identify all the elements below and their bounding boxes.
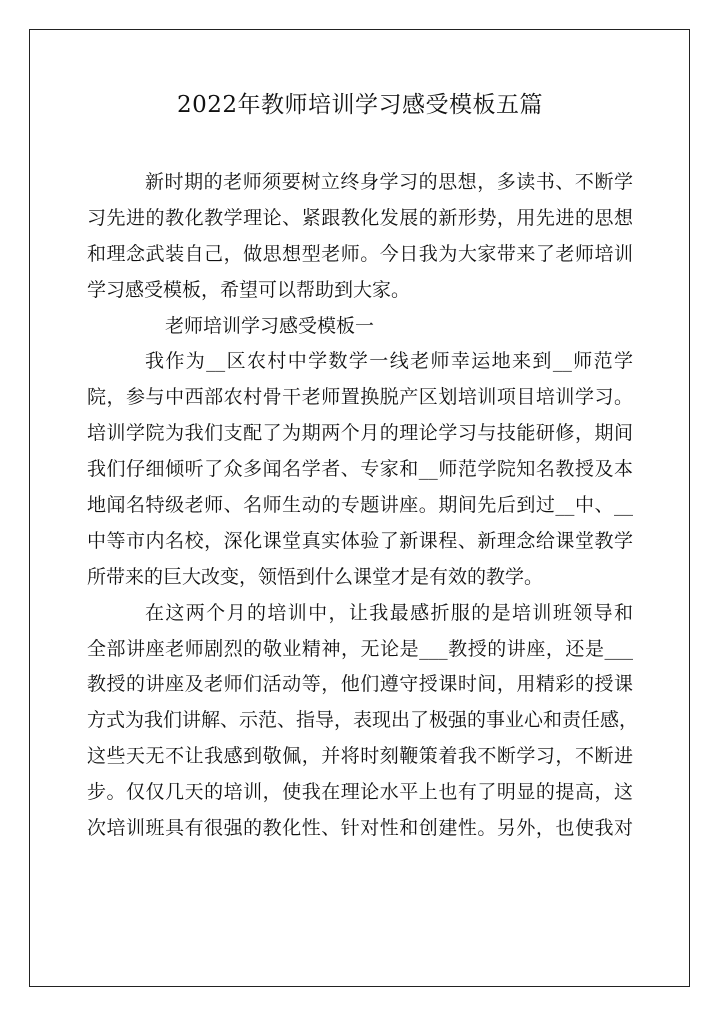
text-line: 次培训班具有很强的教化性、针对性和创建性。另外，也使我对 [87,817,633,840]
section-heading: 老师培训学习感受模板一 [165,314,375,337]
document-title: 2022年教师培训学习感受模板五篇 [176,92,544,118]
text-line: 培训学院为我们支配了为期两个月的理论学习与技能研修，期间 [87,422,633,445]
text-line: 地闻名特级老师、名师生动的专题讲座。期间先后到过__中、__ [87,494,633,517]
text-line: 学习感受模板，希望可以帮助到大家。 [87,278,411,301]
text-line: 和理念武装自己，做思想型老师。今日我为大家带来了老师培训 [87,242,633,265]
text-line: 步。仅仅几天的培训，使我在理论水平上也有了明显的提高，这 [87,781,633,804]
text-line: 院，参与中西部农村骨干老师置换脱产区划培训项目培训学习。 [87,386,633,409]
text-line: 我们仔细倾听了众多闻名学者、专家和__师范学院知名教授及本 [87,458,633,481]
text-line: 所带来的巨大改变，领悟到什么课堂才是有效的教学。 [87,565,544,588]
text-line: 习先进的教化教学理论、紧跟教化发展的新形势，用先进的思想 [87,206,633,229]
text-line: 新时期的老师须要树立终身学习的思想，多读书、不断学 [145,171,633,193]
text-line: 我作为__区农村中学数学一线老师幸运地来到__师范学 [145,350,633,373]
body-paragraph [87,596,639,847]
text-line: 教授的讲座及老师们活动等，他们遵守授课时间，用精彩的授课 [87,673,633,696]
text-line: 中等市内名校，深化课堂真实体验了新课程、新理念给课堂教学 [87,529,633,552]
text-line: 全部讲座老师剧烈的敬业精神，无论是___教授的讲座，还是___ [87,637,633,660]
text-line: 这些天无不让我感到敬佩，并将时刻鞭策着我不断学习，不断进 [87,745,633,768]
text-line: 在这两个月的培训中，让我最感折服的是培训班领导和 [145,601,633,624]
intro-paragraph [87,165,633,309]
document-body [87,165,639,847]
text-line: 方式为我们讲解、示范、指导，表现出了极强的事业心和责任感， [87,709,639,732]
body-paragraph [87,344,633,595]
